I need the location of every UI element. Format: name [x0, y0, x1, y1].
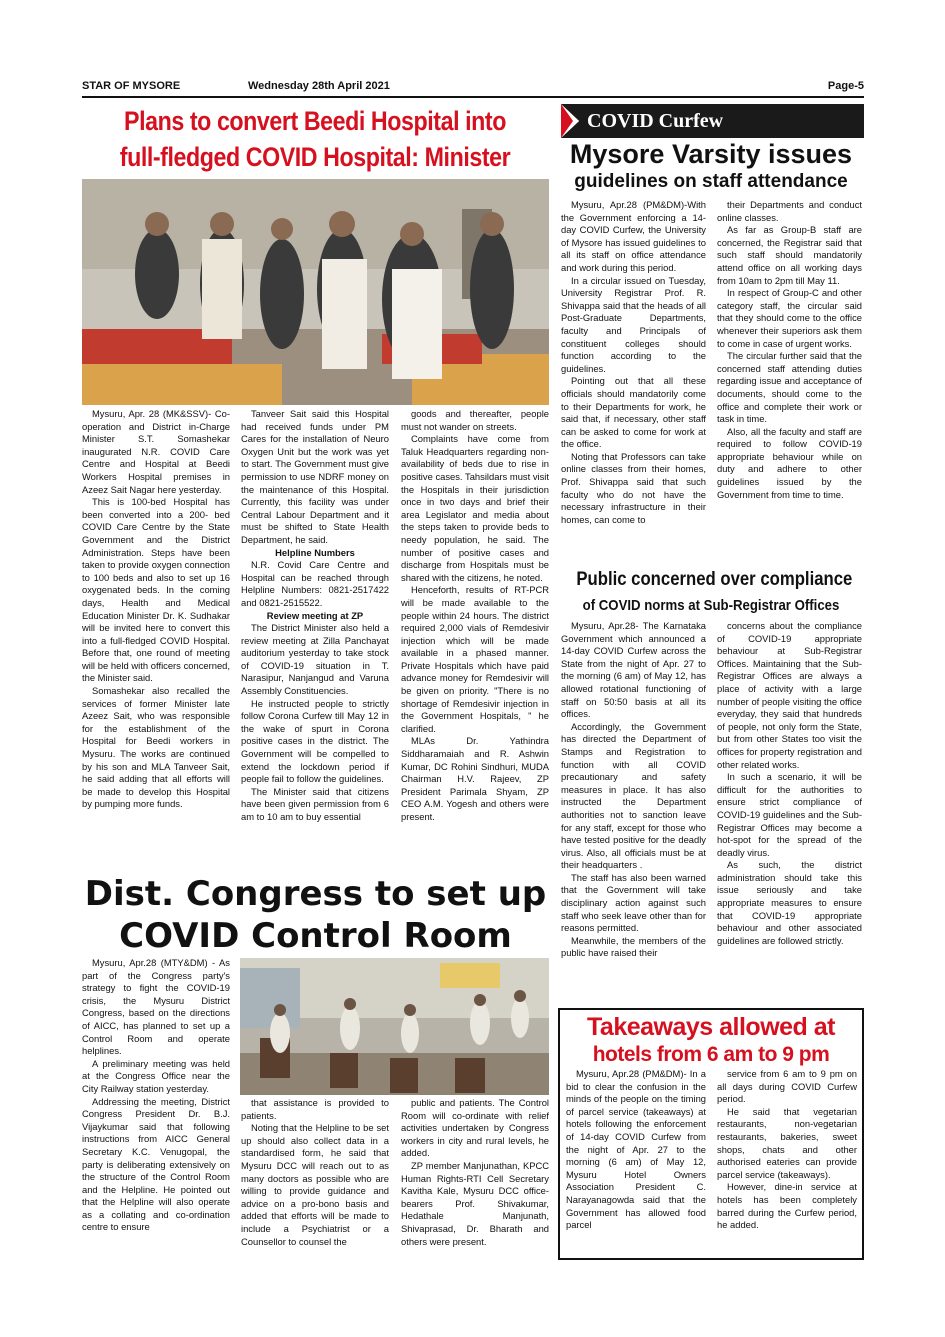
- beedi-paragraph: He instructed people to strictly follow Corona Curfew till May 12 in the wake of spurt in Corona positive cases in the district. The Government will be compelled to extend the lockdown period if people fail to follow the guidelines.: [241, 697, 389, 785]
- varsity-paragraph: their Departments and conduct online classes.: [717, 199, 862, 223]
- registrar-paragraph: The staff has also been warned that the Government will take disciplinary action against such staff who seek leave other than for reasons permitted.: [561, 871, 706, 934]
- takeaway-paragraph: service from 6 am to 9 pm on all days during COVID Curfew period.: [717, 1068, 857, 1105]
- beedi-paragraph: goods and thereafter, people must not wander on streets.: [401, 408, 549, 432]
- varsity-paragraph: In a circular issued on Tuesday, University Registrar Prof. R. Shivappa said that the heads of all Post-Graduate Departments, faculty and Principals of constituent colleges should function according to the guidelines.: [561, 274, 706, 374]
- page-number: Page-5: [827, 80, 864, 92]
- varsity-paragraph: The circular further said that the concerned staff attending duties regarding issue and acceptance of documents, should come to the office and complete their work or task in time.: [717, 350, 862, 425]
- varsity-column-2: [717, 199, 862, 563]
- congress-headline-line1: Dist. Congress to set up: [84, 874, 547, 914]
- congress-paragraph: that assistance is provided to patients.: [241, 1097, 389, 1121]
- congress-headline-line2: COVID Control Room: [119, 916, 512, 956]
- congress-paragraph: ZP member Manjunathan, KPCC Human Rights-RTI Cell Secretary Kavitha Kale, Mysuru DCC office-bearers Prof. Shivakumar, Hedathale Manjunath, Shivaprasad, Dr. Bharath and others were present.: [401, 1159, 549, 1247]
- registrar-paragraph: As such, the district administration should take this issue seriously and take appropriate measures to ensure that COVID-19 appropriate behaviour and other associated guidelines are followed strictly.: [717, 859, 862, 946]
- registrar-paragraph: Accordingly, the Government has directed the Department of Stamps and Registration to function with all COVID precautionary and safety measures in place. It has also instructed the Department authorities not to sanction leave for any staff, except for those who have tested positive for the deadly virus. Also, all officials must be at their headquarters .: [561, 720, 706, 871]
- takeaway-headline-line2: hotels from 6 am to 9 pm: [592, 1043, 830, 1066]
- registrar-column-2: [717, 620, 862, 1000]
- subhead-helpline: Helpline Numbers: [275, 546, 355, 558]
- beedi-paragraph: Mysuru, Apr. 28 (MK&SSV)- Co-operation and District in-Charge Minister S.T. Somashekar inaugurated N.R. COVID Care Centre and Hospital at Beedi Workers Hospital premises in Azeez Sait Nagar here yesterday.: [82, 408, 230, 495]
- varsity-paragraph: Noting that Professors can take online classes from their homes, Prof. Shivappa said that such faculty who do not have the necessary infrastructure in their homes, can come to: [561, 450, 706, 525]
- registrar-paragraph: concerns about the compliance of COVID-19 appropriate behaviour at Sub-Registrar Offices. Maintaining that the Sub-Registrar Offices are always a place of activity with a large number of people visiting the office everyday, they said that hundreds of people, not only form the State, but from other States too visit the offices for property registration and other related works.: [717, 620, 862, 770]
- subhead-review-meeting: Review meeting at ZP: [266, 609, 364, 621]
- registrar-column-1: [561, 620, 706, 1000]
- beedi-paragraph: Somashekar also recalled the services of former Minister late Azeez Sait, who was responsible for the establishment of the Hospital for Beedi workers in Mysuru. The works are continued by his son and MLA Tanveer Sait, he said adding that all efforts will be made to develop this Hospital by pumping more funds.: [82, 685, 230, 810]
- issue-date: Wednesday 28th April 2021: [248, 80, 390, 92]
- beedi-hospital-photo: [82, 179, 549, 405]
- beedi-paragraph: The District Minister also held a review meeting at Zilla Panchayat auditorium yesterday to take stock of COVID-19 situation in T. Narasipur, Nanjangud and Varuna Assembly Constituencies.: [241, 622, 389, 697]
- beedi-headline-line2: full-fledged COVID Hospital: Minister: [119, 142, 511, 172]
- registrar-headline-line2: of COVID norms at Sub-Registrar Offices: [582, 597, 840, 614]
- varsity-paragraph: Mysuru, Apr.28 (PM&DM)-With the Government enforcing a 14-day COVID Curfew, the University of Mysore has issued guidelines to all its staff on office attendance and work during this period.: [561, 199, 706, 273]
- congress-paragraph: Mysuru, Apr.28 (MTY&DM) - As part of the Congress party's strategy to fight the COVID-19 crisis, the Mysuru District Congress, based on the directions of AICC, has planned to set up a Control Room and operate helplines.: [82, 957, 230, 1057]
- varsity-paragraph: As far as Group-B staff are concerned, the Registrar said that such staff should mandatorily attend office on all working days from 10am to 2pm till May 11.: [717, 224, 862, 286]
- varsity-paragraph: Pointing out that all these officials should mandatorily come to their Departments for work, he said that, if necessary, other staff can be asked to come for work at the office.: [561, 375, 706, 450]
- congress-column-2: [241, 1097, 389, 1269]
- tag-label: COVID Curfew: [587, 110, 724, 132]
- takeaway-paragraph: Mysuru, Apr.28 (PM&DM)- In a bid to clear the confusion in the minds of the people on the timing of parcel service (takeaways) at hotels following the enforcement of 14-day COVID Curfew from the night of Apr. 27 to the morning (6 am) of May 12, Mysuru Hotel Owners Association President C. Narayanagowda said that the Government has allowed food parcel: [566, 1068, 706, 1231]
- congress-paragraph: Addressing the meeting, District Congress President Dr. B.J. Vijaykumar said that following instructions from AICC General Secretary K.C. Venugopal, the party is deliberating extensively on the structure of the Control Room and the Helpline. He pointed out that the Helpline will also operate as a collating and co-ordination centre to ensure: [82, 1095, 230, 1233]
- paper-name: STAR OF MYSORE: [82, 80, 181, 92]
- registrar-paragraph: Meanwhile, the members of the public have raised their: [561, 934, 706, 959]
- varsity-column-1: [561, 199, 706, 563]
- registrar-paragraph: In such a scenario, it will be difficult for the authorities to ensure strict compliance of COVID-19 guidelines and the Sub-Registrar Offices may become a hot-spot for the spread of the deadly virus.: [717, 771, 862, 858]
- registrar-paragraph: Mysuru, Apr.28- The Karnataka Government which announced a 14-day COVID Curfew across the State from the night of Apr. 27 to the morning (6 am) of May 12, has allowed rotational functioning of staff on 50:50 basis at all its offices.: [561, 620, 706, 720]
- congress-column-1: [82, 957, 230, 1269]
- beedi-paragraph: This is 100-bed Hospital has been converted into a 200- bed COVID Care Centre by the State Government and the District Administration. Steps have been taken to provide oxygen connection to 100 beds and also to set up 16 oxygenated beds. In the coming days, Health and Medical Education Minister Dr. K. Sudhakar will be invited here to convert this into a full-fledged COVID Hospital. Before that, one round of meeting will be held with officers concerned, the Minister said.: [82, 496, 230, 684]
- beedi-paragraph: N.R. Covid Care Centre and Hospital can be reached through Helpline Numbers: 0821-2517422 and 0821-2515522.: [241, 559, 389, 608]
- beedi-column-2: [241, 408, 389, 870]
- takeaway-paragraph: He said that vegetarian restaurants, non-vegetarian restaurants, bakeries, sweet shops, chats and other authorised eateries can provide parcel service (takeaways).: [717, 1105, 857, 1180]
- beedi-paragraph: Complaints have come from Taluk Headquarters regarding non-availability of beds due to rise in positive cases. Tahsildars must visit the Hospitals in their jurisdiction once in two days and brief their area Legislator and media about the steps taken to provide beds to needy population, he said. The number of positive cases and discharge from Hospitals must be shared with the citizens, he noted.: [401, 433, 549, 583]
- beedi-column-1: [82, 408, 230, 870]
- beedi-paragraph: Henceforth, results of RT-PCR will be made available to the people within 24 hours. The district required 2,000 vials of Remdesivir injection which will be made available in a phased manner. Private Hospitals which have paid advance money for Remdesivir will be given on priority. "There is no shortage of Remdesivir injection in the Government Hospitals, " he clarified.: [401, 584, 549, 734]
- beedi-column-3: [401, 408, 549, 870]
- beedi-paragraph: The Minister said that citizens have been given permission from 6 am to 10 am to buy essential: [241, 785, 389, 822]
- congress-paragraph: public and patients. The Control Room will co-ordinate with relief activities undertaken by Congress workers in city and rural levels, he added.: [401, 1097, 549, 1159]
- takeaway-headline-line1: Takeaways allowed at: [587, 1013, 835, 1041]
- takeaway-column-1: [566, 1068, 706, 1254]
- beedi-paragraph: Tanveer Sait said this Hospital had received funds under PM Cares for the installation of Neuro Oxygen Unit but the work was yet to start. The Government must give permission to use NDRF money on the maintenance of this Hospital. Currently, this facility was under Central Labour Department and it must be shifted to State Health Department, he said.: [241, 408, 389, 545]
- registrar-headline-line1: Public concerned over compliance: [576, 569, 853, 590]
- congress-column-3: [401, 1097, 549, 1269]
- congress-paragraph: Noting that the Helpline to be set up should also collect data in a standardised form, he said that Mysuru DCC will reach out to as many doctors as possible who are willing to provide guidance and advice on a pro-bono basis and added that efforts will be made to include a Psychiatrist or a Counsellor to counsel the: [241, 1122, 389, 1247]
- varsity-headline-line2: guidelines on staff attendance: [574, 171, 848, 192]
- congress-meeting-photo: [240, 958, 549, 1095]
- varsity-paragraph: In respect of Group-C and other category staff, the circular said that they should come to the office whenever their superiors ask them to come in case of urgent works.: [717, 287, 862, 349]
- masthead: [82, 80, 864, 96]
- masthead-rule: [82, 96, 864, 98]
- takeaway-paragraph: However, dine-in service at hotels has been completely barred during the Curfew period, he added.: [717, 1181, 857, 1231]
- takeaway-column-2: [717, 1068, 857, 1254]
- beedi-paragraph: MLAs Dr. Yathindra Siddharamaiah and R. Ashwin Kumar, DC Rohini Sindhuri, MUDA Chairman H.V. Rajeev, ZP President Parimala Shyam, ZP CEO A.M. Yogesh and others were present.: [401, 735, 549, 822]
- beedi-headline-line1: Plans to convert Beedi Hospital into: [124, 106, 506, 136]
- varsity-paragraph: Also, all the faculty and staff are required to follow COVID-19 appropriate behaviour while on duty and adhere to other guidelines issued by the Government from time to time.: [717, 425, 862, 500]
- congress-paragraph: A preliminary meeting was held at the Congress Office near the City Railway station yesterday.: [82, 1057, 230, 1094]
- covid-curfew-tag: [561, 104, 864, 138]
- varsity-headline-line1: Mysore Varsity issues: [569, 139, 853, 169]
